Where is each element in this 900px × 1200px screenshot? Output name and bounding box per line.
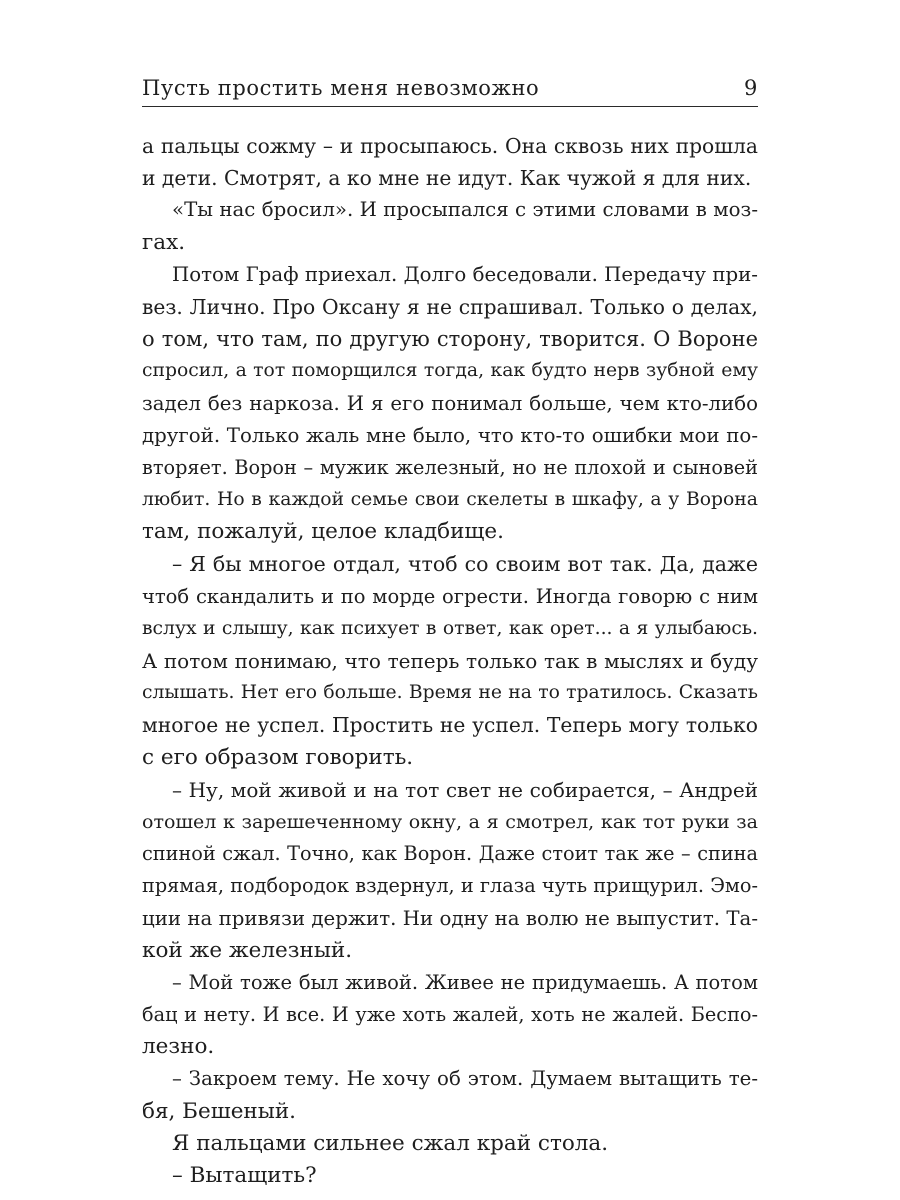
text-line: Я пальцами сильнее сжал край стола. — [172, 1130, 609, 1156]
text-line: отошел к зарешеченному окну, а я смотрел, как тот руки за — [142, 810, 758, 833]
text-line: вторяет. Ворон – мужик железный, но не плохой и сыновей — [142, 455, 758, 479]
text-line: с его образом говорить. — [142, 744, 414, 770]
text-line: – Ну, мой живой и на тот свет не собирается, – Андрей — [172, 777, 758, 802]
text-line: гах. — [142, 229, 186, 255]
running-head-title: Пусть простить меня невозможно — [142, 76, 540, 100]
text-line: – Мой тоже был живой. Живее не придумаешь. А потом — [172, 970, 758, 994]
header-rule — [142, 106, 758, 107]
text-line: – Вытащить? — [172, 1163, 317, 1188]
text-line: а пальцы сожму – и просыпаюсь. Она сквозь них прошла — [142, 134, 758, 158]
text-line: бац и нету. И все. И уже хоть жалей, хоть не жалей. Беспо- — [142, 1003, 758, 1027]
text-line: – Я бы многое отдал, чтоб со своим вот так. Да, даже — [172, 552, 758, 577]
text-line: А потом понимаю, что теперь только так в мыслях и буду — [142, 649, 758, 673]
text-line: спросил, а тот поморщился тогда, как будто нерв зубной ему — [142, 360, 758, 382]
text-line: там, пожалуй, целое кладбище. — [142, 519, 504, 545]
page-number: 9 — [744, 76, 758, 100]
text-line: бя, Бешеный. — [142, 1098, 297, 1124]
text-line: любит. Но в каждой семье свои скелеты в шкафу, а у Ворона — [142, 489, 758, 511]
text-line: прямая, подбородок вздернул, и глаза чуть прищурил. Эмо- — [142, 874, 758, 898]
text-line: слышать. Нет его больше. Время не на то тратилось. Сказать — [142, 682, 758, 704]
text-line: и дети. Смотрят, а ко мне не идут. Как чужой я для них. — [142, 166, 752, 191]
text-line: «Ты нас бросил». И просыпался с этими словами в моз- — [172, 198, 758, 222]
text-line: лезно. — [142, 1034, 215, 1060]
text-line: многое не успел. Простить не успел. Теперь могу только — [142, 713, 758, 738]
body-text — [142, 130, 758, 1192]
text-line: ции на привязи держит. Ни одну на волю не выпустит. Та- — [142, 906, 758, 930]
text-line: вслух и слышу, как психует в ответ, как орет... а я улыбаюсь. — [142, 617, 758, 639]
text-line: – Закроем тему. Не хочу об этом. Думаем вытащить те- — [172, 1067, 758, 1091]
text-line: спиной сжал. Точно, как Ворон. Даже стоит так же – спина — [142, 842, 758, 866]
text-line: Потом Граф приехал. Долго беседовали. Передачу при- — [172, 262, 758, 286]
text-line: кой же железный. — [142, 937, 353, 963]
text-line: чтоб скандалить и по морде огрести. Иногда говорю с ним — [142, 584, 758, 608]
text-line: о том, что там, по другую сторону, творится. О Вороне — [142, 327, 758, 352]
running-head — [142, 72, 758, 100]
text-line: вез. Лично. Про Оксану я не спрашивал. Только о делах, — [142, 294, 758, 319]
text-line: другой. Только жаль мне было, что кто-то ошибки мои по- — [142, 423, 758, 447]
text-line: задел без наркоза. И я его понимал больше, чем кто-либо — [142, 391, 758, 415]
